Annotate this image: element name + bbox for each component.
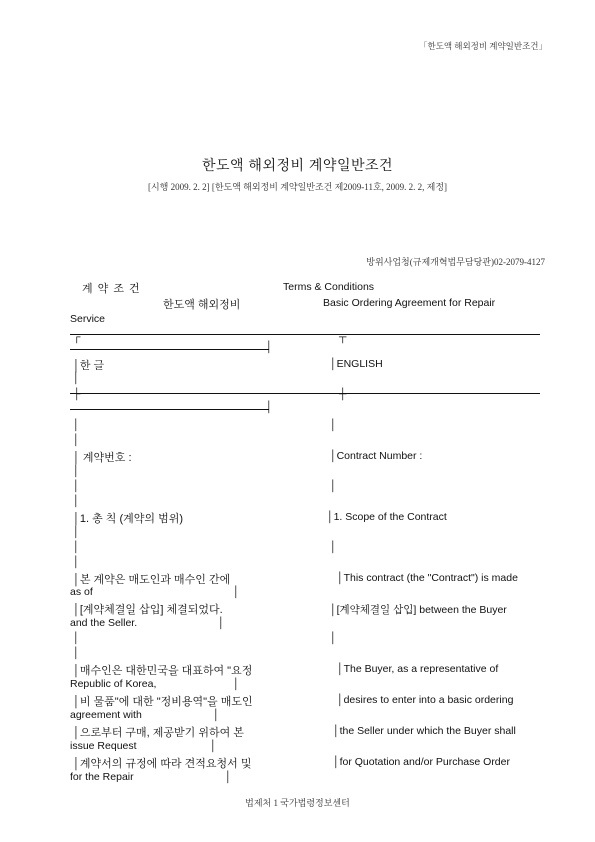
section-1-title-en: │1. Scope of the Contract [327, 511, 447, 523]
para-2a-en: │The Buyer, as a representative of [337, 663, 499, 675]
table-corner-top-left: ┌ [73, 331, 81, 343]
heading-kr-subtitle: 한도액 해외정비 [163, 299, 241, 311]
table-right-edge: │ [210, 740, 217, 752]
para-2c-en-wrap: issue Request [70, 740, 137, 752]
para-2b-en: │desires to enter into a basic ordering [337, 694, 514, 706]
table-header-rule [70, 393, 540, 394]
para-2d-en: │for Quotation and/or Purchase Order [333, 756, 510, 768]
document-subtitle: [시행 2009. 2. 2] [한도액 해외정비 계약일반조건 제2009-11호, 2009. 2. 2, 제정] [147, 182, 448, 192]
para-2b-kr: │비 물품"에 대한 "정비용역"을 매도인 [73, 696, 253, 708]
table-top-rule-left [70, 349, 269, 350]
table-mid-edge: │ [330, 480, 337, 492]
para-2a-en-wrap: Republic of Korea, [70, 678, 157, 690]
heading-en-subtitle-cont: Service [70, 313, 106, 325]
table-row-sep-left: ├ [73, 388, 81, 400]
table-right-edge: │ [233, 678, 240, 690]
table-left-edge: │ [73, 526, 80, 538]
table-left-edge: │ [73, 647, 80, 659]
table-mid-edge: │ [330, 541, 337, 553]
column-header-korean: │한 글 [73, 360, 105, 372]
para-1a-en-wrap: as of [70, 586, 93, 598]
table-left-edge: │ [73, 419, 80, 431]
para-1a-en: │This contract (the "Contract") is made [337, 572, 518, 584]
para-1b-en: │[계약체결일 삽입] between the Buyer [330, 604, 507, 616]
para-1a-kr: │본 계약은 매도인과 매수인 간에 [73, 574, 231, 586]
table-left-edge: │ [73, 541, 80, 553]
table-left-edge: │ [73, 556, 80, 568]
table-mid-edge: │ [330, 632, 337, 644]
table-mid-edge: │ [330, 419, 337, 431]
table-top-rule [70, 334, 540, 335]
table-left-edge: │ [73, 480, 80, 492]
table-top-rule-left-end: │ [266, 341, 273, 353]
document-title: 한도액 해외정비 계약일반조건 [201, 157, 394, 173]
table-left-edge: │ [73, 372, 80, 384]
contract-number-en: │Contract Number : [330, 450, 423, 462]
para-2a-kr: │매수인은 대한민국을 대표하여 "요정 [73, 665, 253, 677]
para-2b-en-wrap: agreement with [70, 709, 142, 721]
para-2d-kr: │계약서의 규정에 따라 견적요청서 및 [73, 758, 252, 770]
para-1b-kr: │[계약체결일 삽입] 체결되었다. [73, 604, 223, 616]
heading-en-title: Terms & Conditions [283, 281, 375, 293]
table-top-mid-tick: ┬ [339, 331, 347, 343]
table-header-rule-left-end: │ [266, 401, 273, 413]
table-left-edge: │ [73, 434, 80, 446]
table-row-sep-mid: ┼ [339, 388, 347, 400]
contact-info: 방위사업청(규제개혁법무담당관)02-2079-4127 [366, 257, 545, 267]
table-left-edge: │ [73, 632, 80, 644]
heading-kr-title: 계 약 조 건 [82, 283, 141, 295]
table-right-edge: │ [213, 709, 220, 721]
table-header-rule-left [70, 409, 269, 410]
doc-reference-header: 「한도액 해외정비 계약일반조건」 [419, 41, 547, 51]
page-footer-source: 법제처 1 국가법령정보센터 [245, 798, 350, 808]
contract-number-kr: │ 계약번호 : [73, 452, 132, 464]
para-2c-kr: │으로부터 구매, 제공받기 위하여 본 [73, 727, 244, 739]
column-header-english: │ENGLISH [330, 358, 383, 370]
table-left-edge: │ [73, 465, 80, 477]
heading-en-subtitle: Basic Ordering Agreement for Repair [323, 297, 496, 309]
table-right-edge: │ [218, 617, 225, 629]
table-right-edge: │ [233, 586, 240, 598]
table-left-edge: │ [73, 495, 80, 507]
table-right-edge: │ [225, 771, 232, 783]
para-2c-en: │the Seller under which the Buyer shall [333, 725, 516, 737]
para-1b-en-wrap: and the Seller. [70, 617, 138, 629]
para-2d-en-wrap: for the Repair [70, 771, 134, 783]
section-1-title-kr: │1. 총 칙 (계약의 범위) [73, 513, 183, 525]
